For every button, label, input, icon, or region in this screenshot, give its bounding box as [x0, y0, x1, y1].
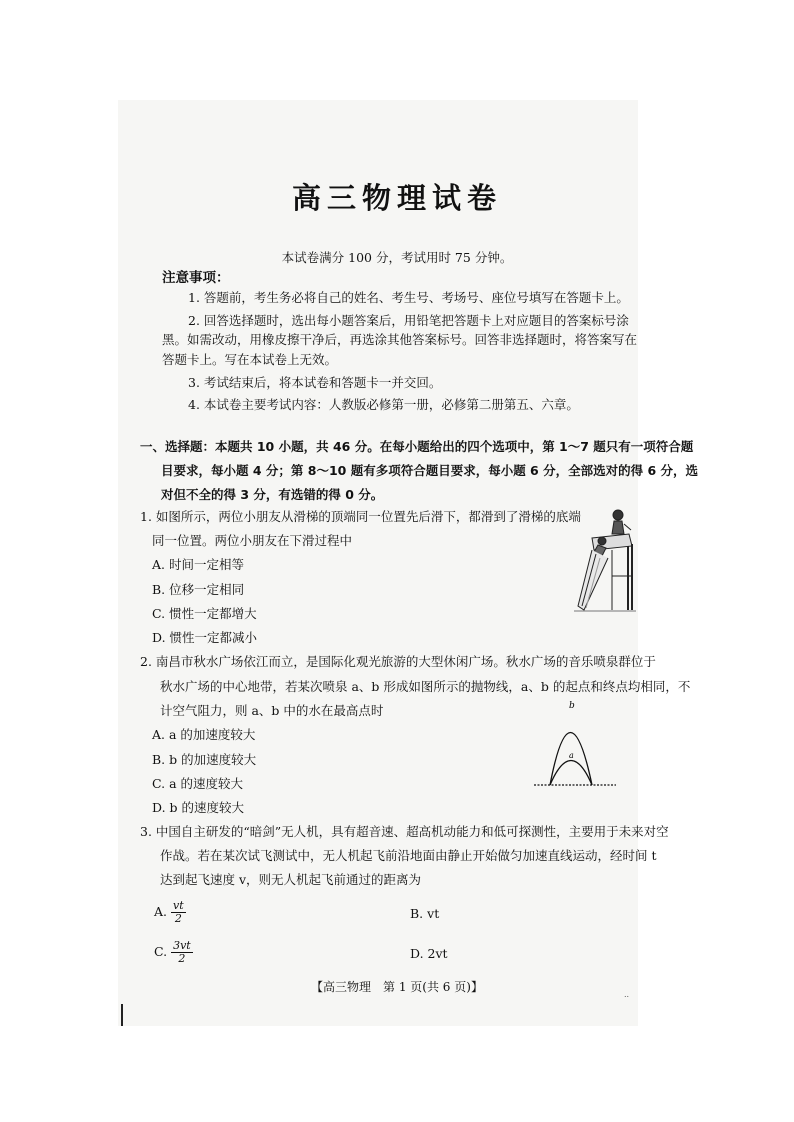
fraction	[171, 900, 186, 925]
question-2-stem: 2. 南昌市秋水广场依江而立，是国际化观光旅游的大型休闲广场。秋水广场的音乐喷泉群位于	[140, 654, 656, 669]
question-1-stem: 同一位置。两位小朋友在下滑过程中	[152, 533, 353, 548]
section-instructions: 一、选择题：本题共 10 小题，共 46 分。在每小题给出的四个选项中，第 1～7 题只有一项符合题	[140, 439, 694, 454]
question-2-option-c: C. a 的速度较大	[152, 776, 243, 791]
notice-line: 答题卡上。写在本试卷上无效。	[162, 352, 338, 367]
question-2-option-b: B. b 的加速度较大	[152, 752, 257, 767]
scan-edge-mark	[121, 1004, 123, 1026]
question-2-option-d: D. b 的速度较大	[152, 800, 244, 815]
fountain-parabola-figure	[534, 698, 616, 788]
numerator: 3vt	[173, 939, 191, 952]
question-2-stem: 计空气阻力，则 a、b 中的水在最高点时	[160, 703, 384, 718]
denominator: 2	[174, 912, 182, 925]
notice-line: 2. 回答选择题时，选出每小题答案后，用铅笔把答题卡上对应题目的答案标号涂	[188, 313, 629, 328]
question-3-option-c	[154, 940, 193, 965]
question-2-option-a: A. a 的加速度较大	[152, 727, 256, 742]
numerator: vt	[173, 899, 184, 912]
question-3-stem: 达到起飞速度 v，则无人机起飞前通过的距离为	[160, 872, 422, 887]
option-label: C.	[154, 944, 168, 959]
fraction	[171, 940, 193, 965]
question-1-option-d: D. 惯性一定都减小	[152, 630, 258, 645]
corner-mark: ..	[624, 990, 630, 999]
section-instructions: 对但不全的得 3 分，有选错的得 0 分。	[161, 487, 384, 502]
notice-line: 1. 答题前，考生务必将自己的姓名、考生号、考场号、座位号填写在答题卡上。	[188, 290, 629, 305]
curve-label-a: a	[569, 751, 574, 760]
denominator: 2	[178, 952, 186, 965]
question-3-option-d: D. 2vt	[410, 946, 448, 961]
slide-figure	[574, 506, 636, 618]
question-1-option-a: A. 时间一定相等	[152, 557, 244, 572]
question-2-stem: 秋水广场的中心地带，若某次喷泉 a、b 形成如图所示的抛物线，a、b 的起点和终点均相同，不	[160, 679, 691, 694]
option-label: A.	[154, 904, 168, 919]
question-3-stem: 3. 中国自主研发的“暗剑”无人机，具有超音速、超高机动能力和低可探测性，主要用于未来对空	[140, 824, 669, 839]
question-3-stem: 作战。若在某次试飞测试中，无人机起飞前沿地面由静止开始做匀加速直线运动，经时间 t	[160, 848, 657, 863]
notice-line: 黑。如需改动，用橡皮擦干净后，再选涂其他答案标号。回答非选择题时，将答案写在	[162, 332, 638, 347]
notice-line: 4. 本试卷主要考试内容：人教版必修第一册，必修第二册第五、六章。	[188, 397, 579, 412]
curve-label-b: b	[569, 701, 575, 711]
question-1-option-b: B. 位移一定相同	[152, 582, 245, 597]
notice-heading: 注意事项：	[162, 270, 230, 286]
question-1-stem: 1. 如图所示，两位小朋友从滑梯的顶端同一位置先后滑下，都滑到了滑梯的底端	[140, 509, 581, 524]
page-footer: 【高三物理 第 1 页(共 6 页)】	[311, 980, 483, 994]
page-title: 高三物理试卷	[291, 181, 502, 215]
notice-line: 3. 考试结束后，将本试卷和答题卡一并交回。	[188, 375, 442, 390]
question-3-option-b: B. vt	[410, 906, 440, 921]
question-3-option-a	[154, 900, 186, 925]
exam-info: 本试卷满分 100 分，考试用时 75 分钟。	[281, 250, 513, 265]
section-instructions: 目要求，每小题 4 分；第 8～10 题有多项符合题目要求，每小题 6 分，全部选对的得 6 分，选	[161, 463, 699, 478]
question-1-option-c: C. 惯性一定都增大	[152, 606, 257, 621]
